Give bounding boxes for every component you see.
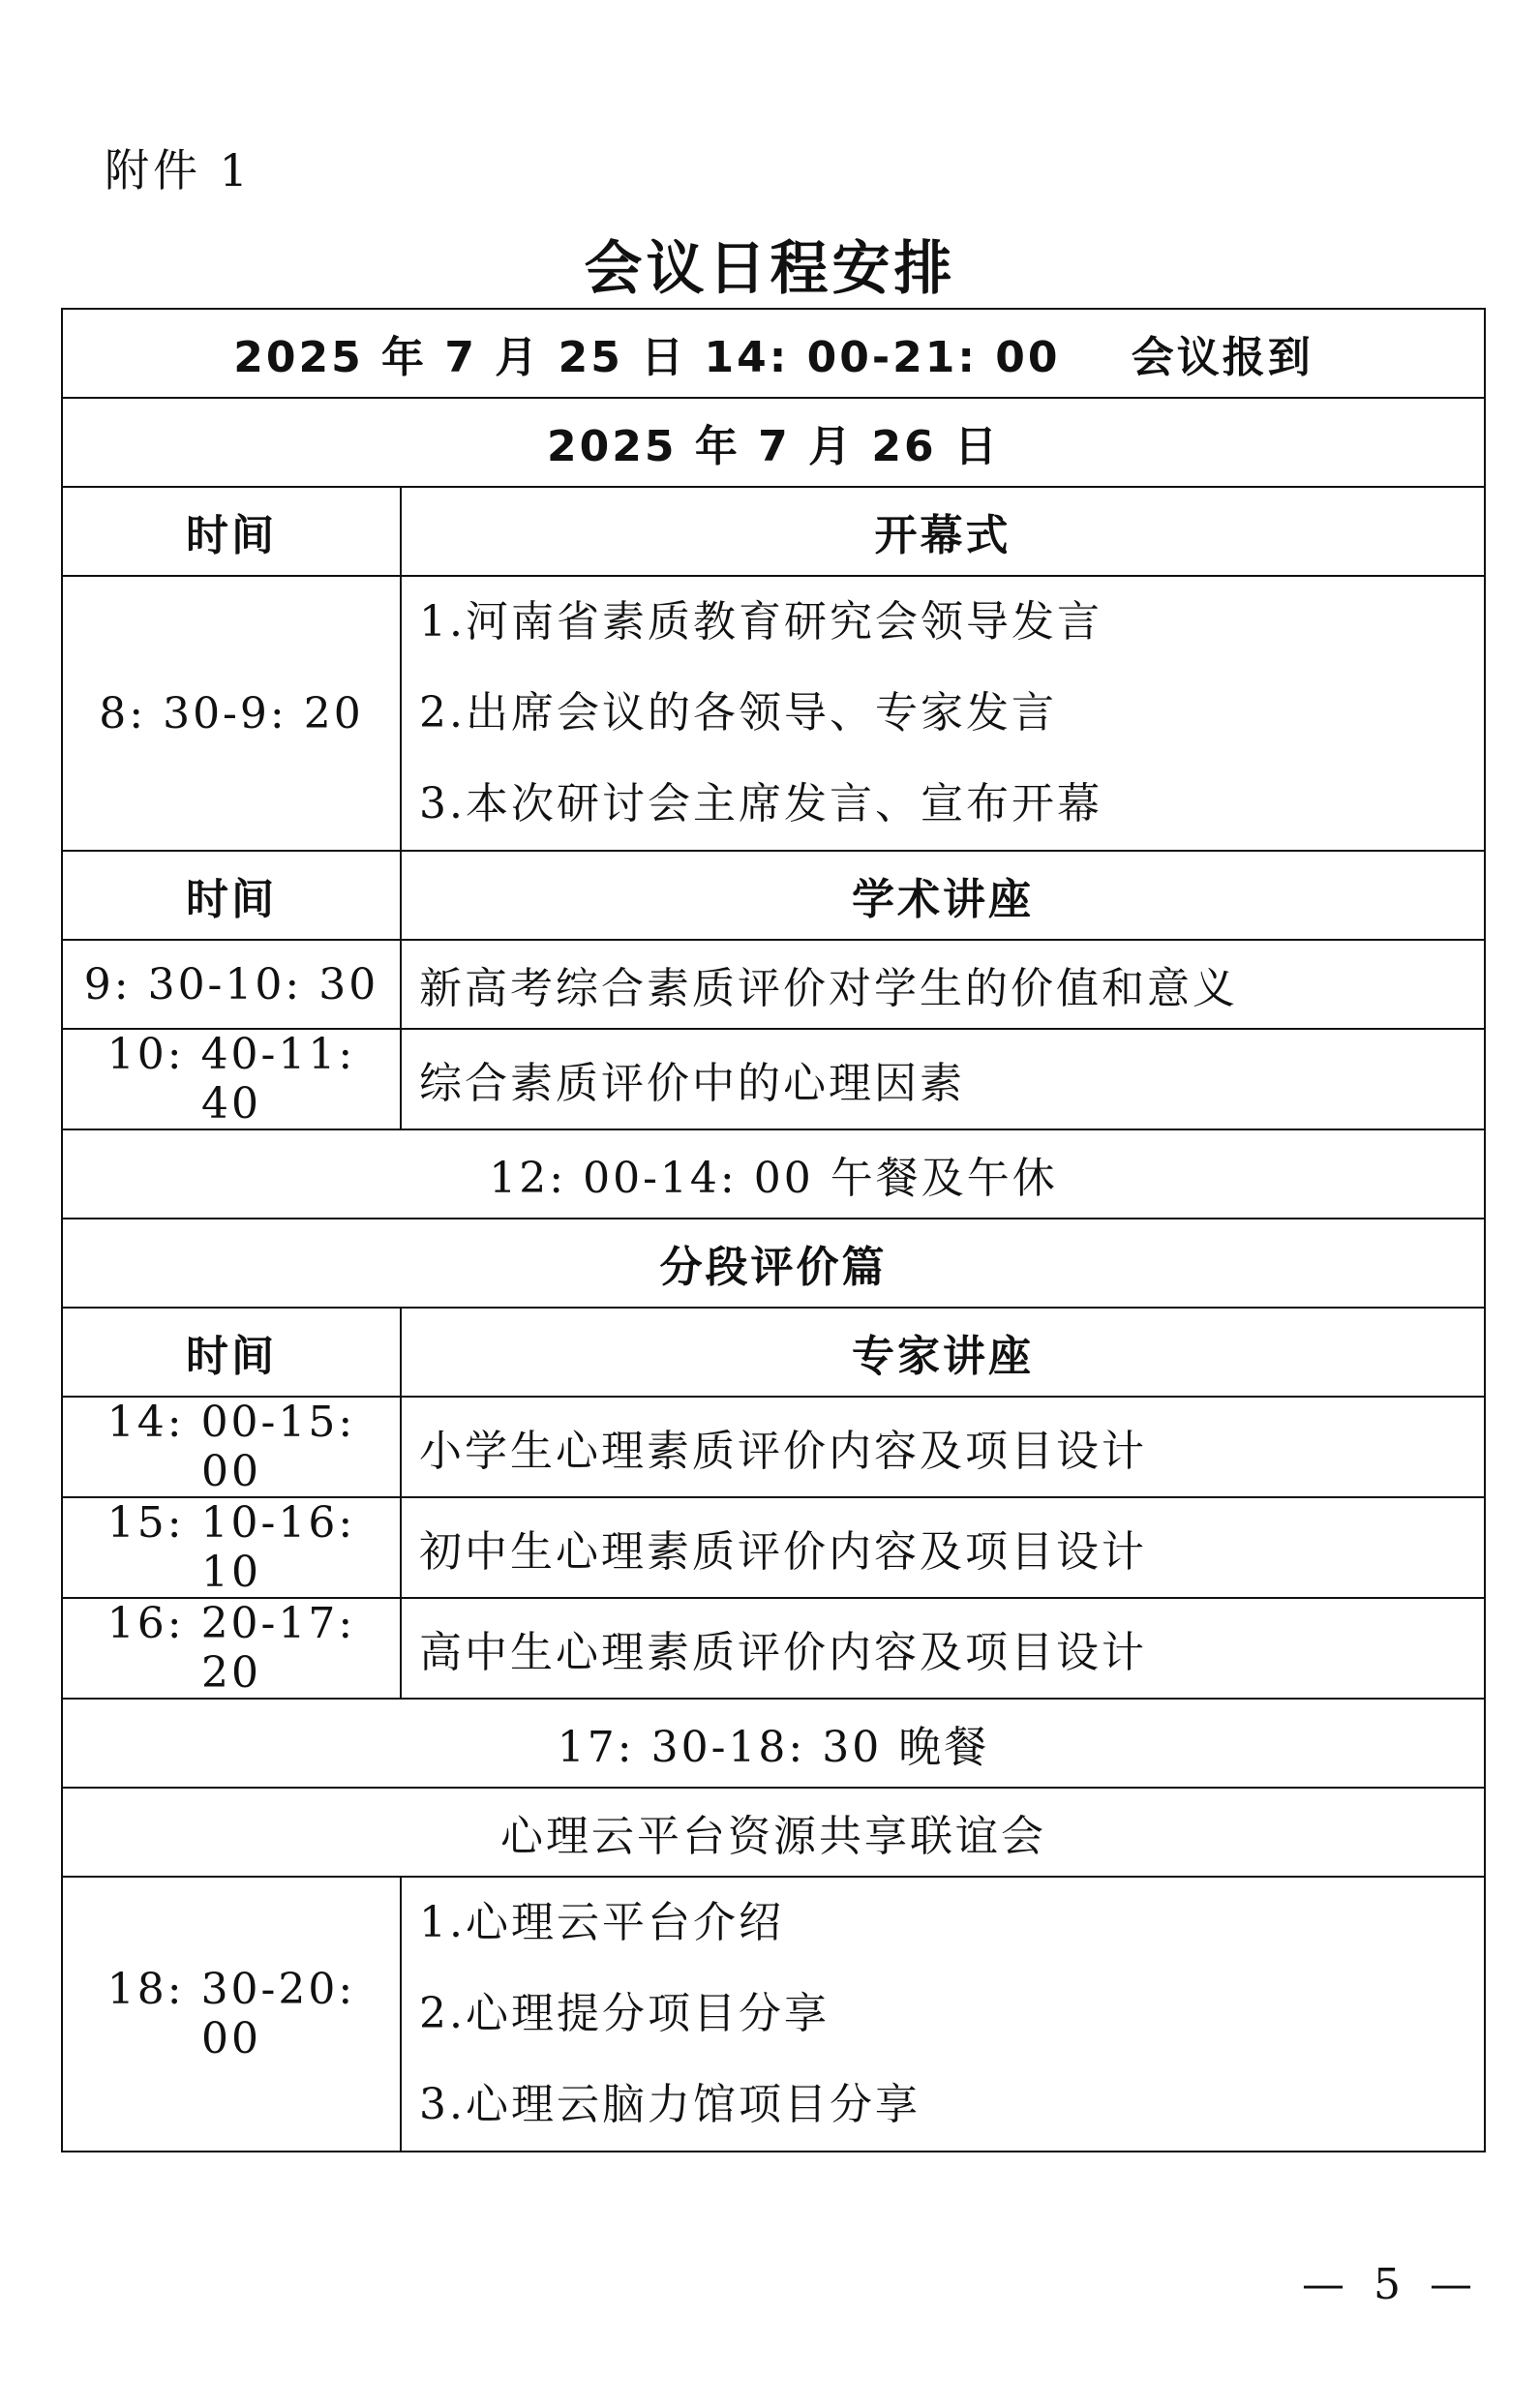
session-topic: 小学生心理素质评价内容及项目设计 xyxy=(401,1397,1485,1497)
session-time: 10: 40-11: 40 xyxy=(62,1029,401,1129)
document-title: 会议日程安排 xyxy=(584,235,956,303)
opening-title: 开幕式 xyxy=(401,487,1485,576)
time-header: 时间 xyxy=(62,1308,401,1397)
day-date-cell: 2025 年 7 月 26 日 xyxy=(62,398,1485,487)
table-row xyxy=(62,1397,1485,1497)
opening-items xyxy=(401,576,1485,851)
academic-header-row xyxy=(62,851,1485,940)
session-time: 16: 20-17: 20 xyxy=(62,1598,401,1699)
registration-row xyxy=(62,309,1485,398)
session-topic: 新高考综合素质评价对学生的价值和意义 xyxy=(401,940,1485,1029)
list-item: 3.心理云脑力馆项目分享 xyxy=(419,2080,921,2129)
lunch-cell: 12: 00-14: 00 午餐及午休 xyxy=(62,1129,1485,1219)
time-header: 时间 xyxy=(62,851,401,940)
lunch-row xyxy=(62,1129,1485,1219)
registration-cell: 2025 年 7 月 25 日 14: 00-21: 00 会议报到 xyxy=(62,309,1485,398)
opening-time: 8: 30-9: 20 xyxy=(62,576,401,851)
cloud-title-row xyxy=(62,1788,1485,1877)
stage-eval-row xyxy=(62,1219,1485,1308)
table-row xyxy=(62,1497,1485,1598)
cloud-row xyxy=(62,1877,1485,2152)
stage-eval-title: 分段评价篇 xyxy=(62,1219,1485,1308)
expert-title: 专家讲座 xyxy=(401,1308,1485,1397)
list-item: 1.心理云平台介绍 xyxy=(419,1898,784,1947)
dinner-row xyxy=(62,1699,1485,1788)
session-topic: 高中生心理素质评价内容及项目设计 xyxy=(401,1598,1485,1699)
session-topic: 综合素质评价中的心理因素 xyxy=(401,1029,1485,1129)
session-time: 15: 10-16: 10 xyxy=(62,1497,401,1598)
cloud-time: 18: 30-20: 00 xyxy=(62,1877,401,2152)
opening-row xyxy=(62,576,1485,851)
dinner-cell: 17: 30-18: 30 晚餐 xyxy=(62,1699,1485,1788)
expert-header-row xyxy=(62,1308,1485,1397)
session-topic: 初中生心理素质评价内容及项目设计 xyxy=(401,1497,1485,1598)
date-row xyxy=(62,398,1485,487)
table-row xyxy=(62,940,1485,1029)
list-item: 2.心理提分项目分享 xyxy=(419,1989,830,2038)
academic-title: 学术讲座 xyxy=(401,851,1485,940)
list-item: 3.本次研讨会主席发言、宣布开幕 xyxy=(419,779,1102,828)
list-item: 1.河南省素质教育研究会领导发言 xyxy=(419,597,1102,647)
session-time: 14: 00-15: 00 xyxy=(62,1397,401,1497)
cloud-items xyxy=(401,1877,1485,2152)
opening-header-row xyxy=(62,487,1485,576)
attachment-label: 附件 1 xyxy=(105,144,252,196)
cloud-title: 心理云平台资源共享联谊会 xyxy=(62,1788,1485,1877)
list-item: 2.出席会议的各领导、专家发言 xyxy=(419,688,1057,737)
table-row xyxy=(62,1598,1485,1699)
table-row xyxy=(62,1029,1485,1129)
schedule-table xyxy=(61,308,1486,2152)
session-time: 9: 30-10: 30 xyxy=(62,940,401,1029)
time-header: 时间 xyxy=(62,487,401,576)
page-number: — 5 — xyxy=(1302,2260,1480,2309)
